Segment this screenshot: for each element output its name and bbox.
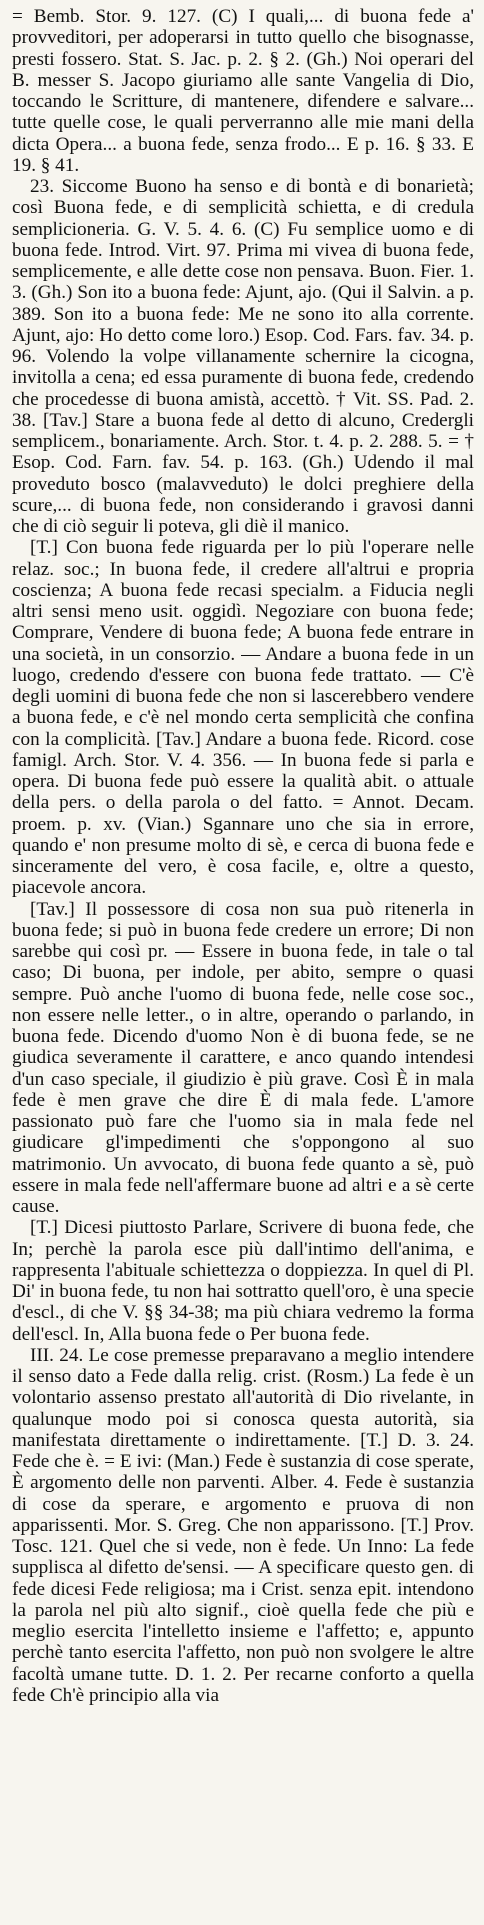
paragraph-tav-note: [Tav.] Il possessore di cosa non sua può ritenerla in buona fede; si può in buona fede credere un errore; Di non sarebbe qui così pr. — Essere in buona fede, in tale o tal caso; Di buona, per indole, per abito, sempre o quasi sempre. Può anche l'uomo di buona fede, nelle cose soc., non essere nelle letter., o in altre, operando o parlando, in buona fede. Dicendo d'uomo Non è di buona fede, se ne giudica severamente il carattere, e anco quando intendesi d'un caso speciale, il giudizio è più grave. Così È in mala fede è men grave che dire È di mala fede. L'amore passionato può fare che l'uomo sia in mala fede nel giudicare gl'impedimenti che s'oppongono al suo matrimonio. Un avvocato, di buona fede quanto a sè, può essere in mala fede nell'affermare buone ad altri e a sè certe cause. — [12, 898, 474, 1217]
paragraph-continuation: = Bemb. Stor. 9. 127. (C) I quali,... di buona fede a' provveditori, per adoperarsi in tutto quello che bisognasse, presti fossero. Stat. S. Jac. p. 2. § 2. (Gh.) Noi operari del B. messer S. Jacopo giuriamo alle sante Vangelia di Dio, toccando le Scritture, di mantenere, difendere e salvare... tutte quelle cose, le quali perverranno alle mie mani della dicta Opera... a buona fede, senza frodo... E p. 16. § 33. E 19. § 41. — [12, 6, 474, 176]
paragraph-dicesi-note: [T.] Dicesi piuttosto Parlare, Scrivere di buona fede, che In; perchè la parola esce più dall'intimo dell'anima, e rappresenta l'abituale schiettezza o doppiezza. In quel di Pl. Di' in buona fede, tu non hai sottratto quell'oro, è una specie d'escl., di che V. §§ 34-38; ma più chiara vedremo la forma dell'escl. In, Alla buona fede o Per buona fede. — [12, 1217, 474, 1345]
paragraph-buona-fede-usage: [T.] Con buona fede riguarda per lo più l'operare nelle relaz. soc.; In buona fede, il credere all'altrui e propria coscienza; A buona fede recasi specialm. a Fiducia negli altri sensi meno usit. oggidì. Negoziare con buona fede; Comprare, Vendere di buona fede; A buona fede entrare in una società, in un consorzio. — Andare a buona fede in un luogo, credendo d'essere con buona fede trattato. — C'è degli uomini di buona fede che non si lascerebbero vendere a buona fede, e c'è nel mondo certa semplicità che confina con la complicità. [Tav.] Andare a buona fede. Ricord. cose famigl. Arch. Stor. V. 4. 356. — In buona fede si parla e opera. Di buona fede può essere la qualità abit. o attuale della pers. o della parola o del fatto. = Annot. Decam. proem. p. xv. (Vian.) Sgannare uno che sia in errore, quando e' non presume molto di sè, e cerca di buona fede e sinceramente del vero, è cosa facile, e, oltre a questo, piacevole ancora. — [12, 537, 474, 899]
paragraph-sense-23: 23. Siccome Buono ha senso e di bontà e di bonarietà; così Buona fede, e di semplicità schietta, e di credula semplicioneria. G. V. 5. 4. 6. (C) Fu semplice uomo e di buona fede. Introd. Virt. 97. Prima mi vivea di buona fede, semplicemente, e alle dette cose non pensava. Buon. Fier. 1. 3. (Gh.) Son ito a buona fede: Ajunt, ajo. (Qui il Salvin. a p. 389. Son ito a buona fede: Me ne sono ito alla corrente. Ajunt, ajo: Ho detto come loro.) Esop. Cod. Fars. fav. 34. p. 96. Volendo la volpe villanamente schernire la cicogna, invitolla a cena; ed essa puramente di buona fede, credendo che procedesse di buona amistà, accettò. † Vit. SS. Pad. 2. 38. [Tav.] Stare a buona fede al detto di alcuno, Credergli semplicem., bonariamente. Arch. Stor. t. 4. p. 2. 288. 5. = † Esop. Cod. Farn. fav. 54. p. 163. (Gh.) Udendo il mal proveduto bosco (malavveduto) le dolci preghiere della scure,... di buona fede, non considerando i gravosi danni che di ciò seguir li poteva, gli diè il manico. — [12, 176, 474, 537]
paragraph-sense-24: III. 24. Le cose premesse preparavano a meglio intendere il senso dato a Fede dalla relig. crist. (Rosm.) La fede è un volontario assenso prestato all'autorità di Dio rivelante, in qualunque modo poi si conosca questa autorità, sia manifestata direttamente o indirettamente. [T.] D. 3. 24. Fede che è. = E ivi: (Man.) Fede è sustanzia di cose sperate, È argomento delle non parventi. Alber. 4. Fede è sustanzia di cose da sperare, e argomento e pruova di non apparissenti. Mor. S. Greg. Che non apparissono. [T.] Prov. Tosc. 121. Quel che si vede, non è fede. Un Inno: La fede supplisca al difetto de'sensi. — A specificare questo gen. di fede dicesi Fede religiosa; ma i Crist. senza epit. intendono la parola nel più alto signif., cioè quella fede che più e meglio esercita l'intelletto insieme e l'affetto; e, appunto perchè tanto esercita l'affetto, non può non svolgere le altre facoltà umane tutte. D. 1. 2. Per recarne conforto a quella fede Ch'è principio alla via — [12, 1344, 474, 1706]
